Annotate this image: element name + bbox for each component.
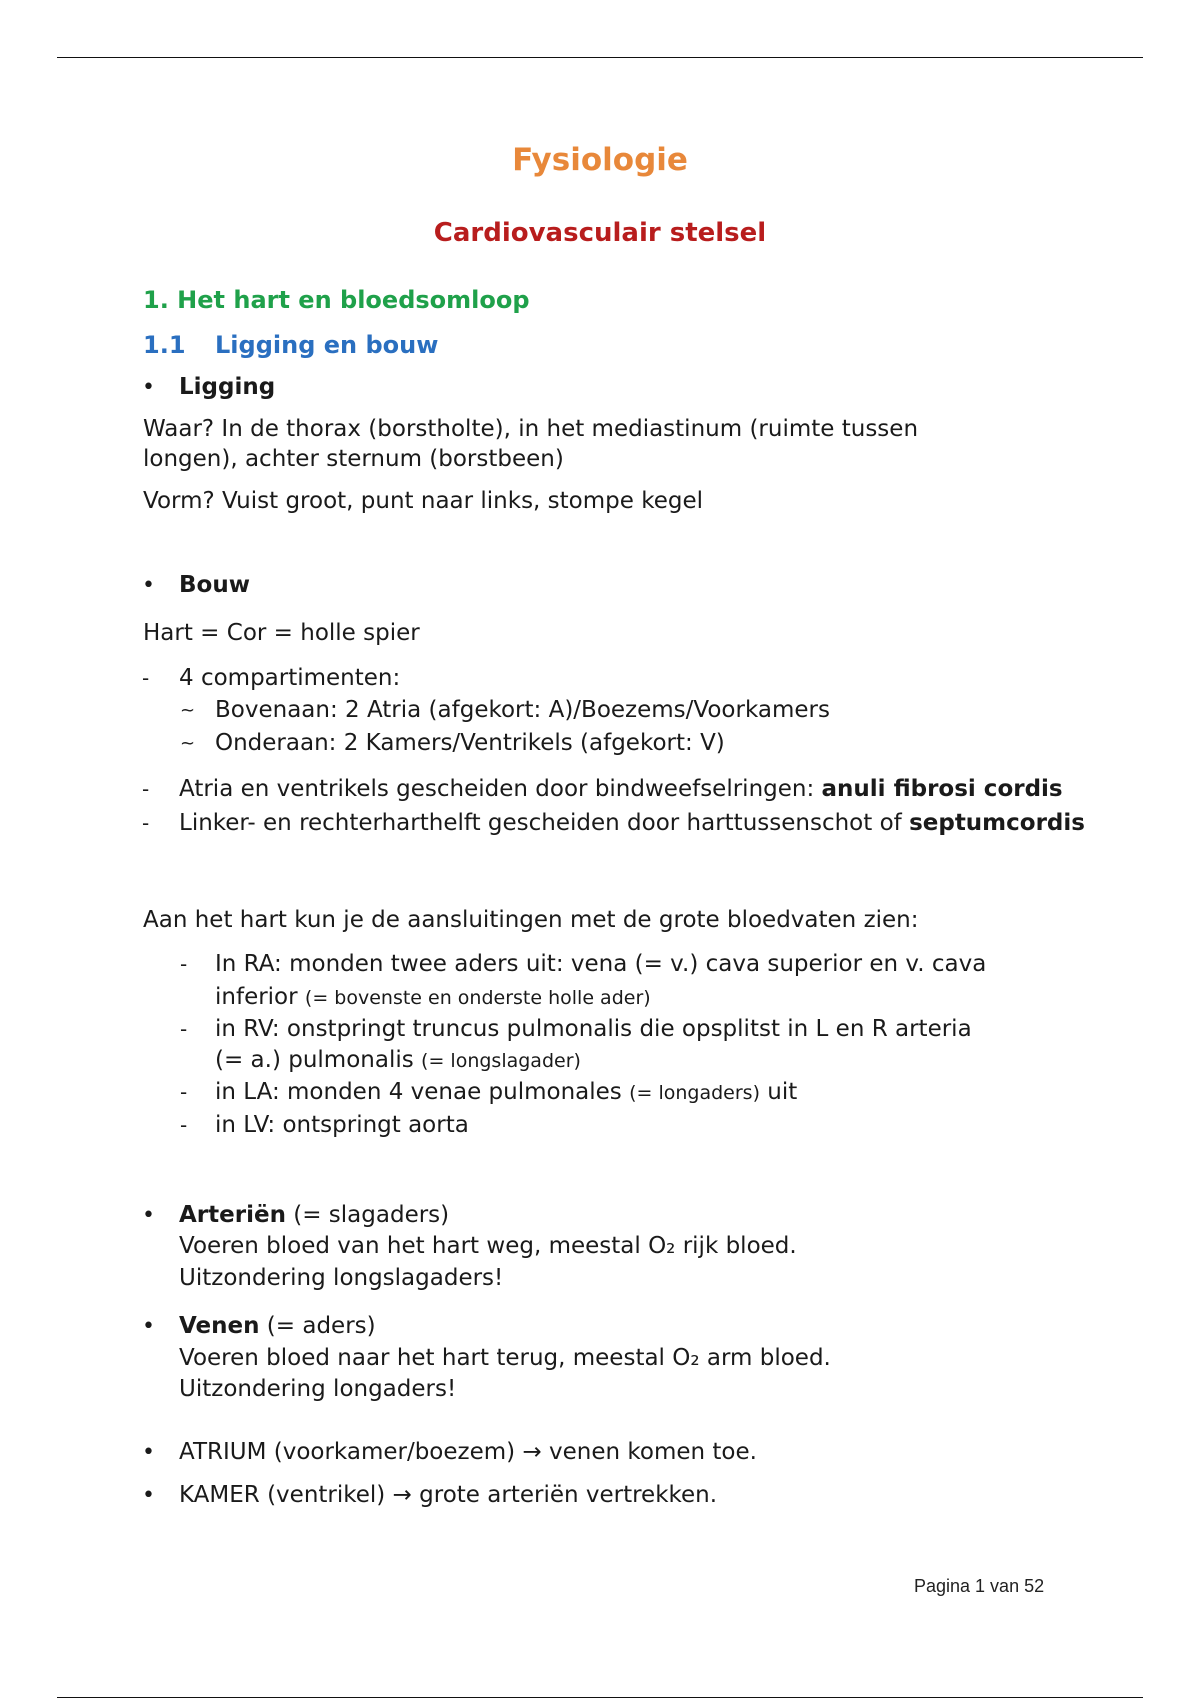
arterien-paren: (= slagaders): [285, 1202, 450, 1228]
bullet-icon: •: [142, 1483, 155, 1508]
rv-line-2: [215, 1045, 581, 1077]
dash-icon: -: [142, 777, 150, 801]
venen-line-1: Voeren bloed naar het hart terug, meestal O₂ arm bloed.: [179, 1345, 831, 1371]
ligging-line-3: Vorm? Vuist groot, punt naar links, stompe kegel: [143, 488, 704, 514]
arterien-bold: Arteriën: [179, 1202, 286, 1228]
ra-line-2-text: inferior: [215, 984, 305, 1010]
bullet-icon: •: [142, 375, 155, 400]
tilde-icon: ~: [180, 700, 196, 721]
dash-icon: -: [180, 1080, 188, 1104]
atrium-line: ATRIUM (voorkamer/boezem) → venen komen toe.: [179, 1439, 757, 1465]
ra-line-2-note: (= bovenste en onderste holle ader): [304, 987, 651, 1009]
bouw-atria-text: Atria en ventrikels gescheiden door bindweefselringen:: [179, 776, 822, 802]
rv-line-2-note: (= longslagader): [421, 1050, 581, 1072]
venen-line-2: Uitzondering longaders!: [179, 1376, 457, 1402]
dash-icon: -: [180, 1113, 188, 1137]
bottom-rule: [57, 1697, 1143, 1698]
la-line: [215, 1077, 797, 1109]
tilde-icon: ~: [180, 733, 196, 754]
bouw-septum-bold: septumcordis: [909, 810, 1085, 836]
bouw-septum-line: [179, 808, 1085, 839]
bullet-icon: •: [142, 573, 155, 598]
bouw-heading: Bouw: [179, 572, 250, 598]
ligging-line-1: Waar? In de thorax (borstholte), in het mediastinum (ruimte tussen: [143, 416, 919, 442]
la-line-end: uit: [760, 1079, 798, 1105]
page-subtitle: Cardiovasculair stelsel: [433, 218, 767, 248]
bullet-icon: •: [142, 1203, 155, 1228]
section-number: 1.1: [143, 331, 186, 359]
bouw-compartments: 4 compartimenten:: [179, 665, 401, 691]
bouw-sub-1: Bovenaan: 2 Atria (afgekort: A)/Boezems/Voorkamers: [215, 697, 830, 723]
ligging-line-2: longen), achter sternum (borstbeen): [143, 446, 564, 472]
lv-line: in LV: ontspringt aorta: [215, 1112, 469, 1138]
bouw-atria-line: [179, 774, 1063, 805]
dash-icon: -: [142, 666, 150, 690]
section-label: Ligging en bouw: [215, 331, 439, 359]
venen-paren: (= aders): [259, 1313, 376, 1339]
arterien-line-1: Voeren bloed van het hart weg, meestal O₂ rijk bloed.: [179, 1233, 797, 1259]
dash-icon: -: [180, 1017, 188, 1041]
dash-icon: -: [142, 811, 150, 835]
arterien-heading: [179, 1200, 449, 1231]
bullet-icon: •: [142, 1314, 155, 1339]
aansluitingen-intro: Aan het hart kun je de aansluitingen met de grote bloedvaten zien:: [143, 907, 919, 933]
arterien-line-2: Uitzondering longslagaders!: [179, 1265, 504, 1291]
ra-line-1: In RA: monden twee aders uit: vena (= v.) cava superior en v. cava: [215, 951, 987, 977]
section-heading-1-1: [143, 331, 438, 359]
bullet-icon: •: [142, 1440, 155, 1465]
venen-bold: Venen: [179, 1313, 260, 1339]
bouw-sub-2: Onderaan: 2 Kamers/Ventrikels (afgekort: V): [215, 730, 725, 756]
rv-line-2-text: (= a.) pulmonalis: [215, 1047, 422, 1073]
page-number: Pagina 1 van 52: [914, 1576, 1045, 1596]
dash-icon: -: [180, 952, 188, 976]
page-title: Fysiologie: [512, 142, 688, 178]
rv-line-1: in RV: onstpringt truncus pulmonalis die opsplitst in L en R arteria: [215, 1016, 972, 1042]
bouw-septum-text: Linker- en rechterharthelft gescheiden door harttussenschot of: [179, 810, 910, 836]
section-heading-1: 1. Het hart en bloedsomloop: [143, 286, 530, 314]
bouw-intro: Hart = Cor = holle spier: [143, 620, 420, 646]
bouw-atria-bold: anuli fibrosi cordis: [821, 776, 1063, 802]
la-line-note: (= longaders): [629, 1082, 760, 1104]
top-rule: [57, 57, 1143, 58]
venen-heading: [179, 1311, 376, 1342]
ligging-heading: Ligging: [179, 374, 276, 400]
kamer-line: KAMER (ventrikel) → grote arteriën vertrekken.: [179, 1482, 718, 1508]
la-line-text: in LA: monden 4 venae pulmonales: [215, 1079, 630, 1105]
ra-line-2: [215, 982, 651, 1014]
